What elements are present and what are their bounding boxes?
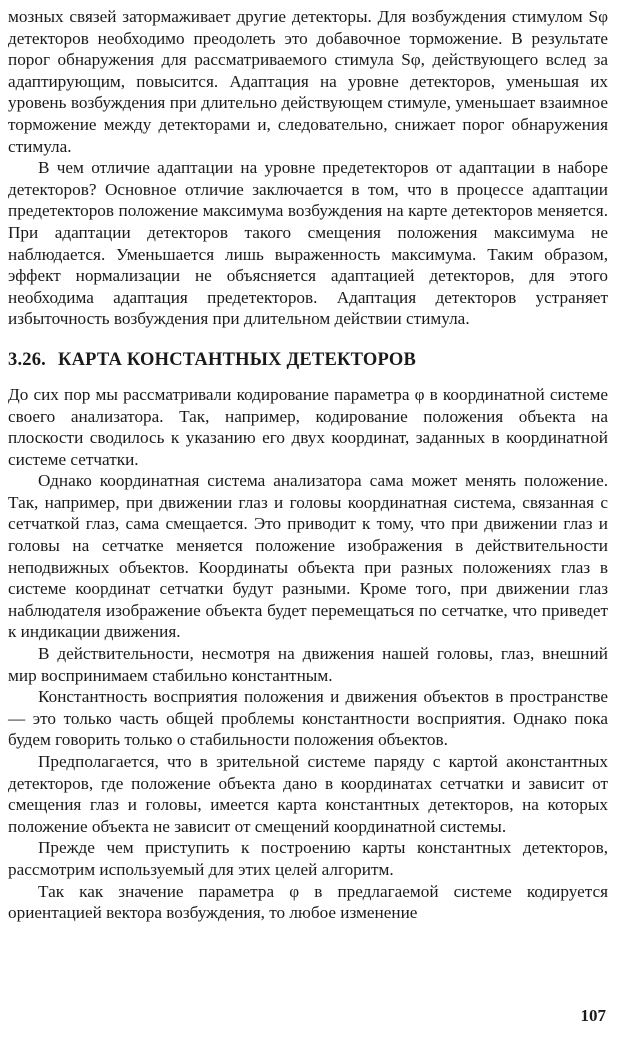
paragraph-5: В действительности, несмотря на движения нашей головы, глаз, внешний мир воспринимаем стабильно константным. xyxy=(8,644,608,685)
section-title: КАРТА КОНСТАНТНЫХ ДЕТЕКТОРОВ xyxy=(58,349,417,370)
page-number: 107 xyxy=(580,1006,606,1026)
paragraph-2: В чем отличие адаптации на уровне предетекторов от адаптации в наборе детекторов? Основное отличие заключается в том, что в процессе адаптации предетекторов положение максимума возбуждения на карте детекторов меняется. При адаптации детекторов такого смещения положения максимума не наблюдается. Уменьшается лишь выраженность максимума. Таким образом, эффект нормализации не объясняется адаптацией детекторов, для этого необходима адаптация предетекторов. Адаптация детекторов устраняет избыточность возбуждения при длительном действии стимула. xyxy=(8,158,608,329)
paragraph-9: Так как значение параметра φ в предлагаемой системе кодируется ориентацией вектора возбуждения, то любое изменение xyxy=(8,881,608,923)
paragraph-7: Предполагается, что в зрительной системе паряду с картой аконстантных детекторов, где положение объекта дано в координатах сетчатки и зависит от смещения глаз и головы, имеется карта константных детекторов, на которых положение объекта не зависит от смещений координатной системы. xyxy=(8,752,608,836)
section-heading xyxy=(8,348,608,372)
paragraph-3: До сих пор мы рассматривали кодирование параметра φ в координатной системе своего анализатора. Так, например, кодирование положения объекта на плоскости сводилось к указанию его двух координат, заданных в координатной системе сетчатки. xyxy=(8,384,608,469)
paragraph-1: мозных связей затормаживает другие детекторы. Для возбуждения стимулом Sφ детекторов необходимо преодолеть это добавочное торможение. В результате порог обнаружения для рассматриваемого стимула Sφ, действующего вслед за адаптирующим, повысится. Адаптация на уровне детекторов, уменьшая их уровень возбуждения при длительно действующем стимуле, уменьшает взаимное торможение между детекторами и, следовательно, снижает порог обнаружения стимула. xyxy=(8,7,608,156)
section-number: 3.26. xyxy=(8,349,46,370)
paragraph-4: Однако координатная система анализатора сама может менять положение. Так, например, при движении глаз и головы координатная система, связанная с сетчаткой глаз, сама смещается. Это приводит к тому, что при движении глаз и головы на сетчатке меняется положение изображения в действительности неподвижных объектов. Координаты объекта при разных положениях глаз в системе координат сетчатки будут разными. Кроме того, при движении глаз наблюдателя изображение объекта будет перемещаться по сетчатке, что приведет к индикации движения. xyxy=(8,471,608,642)
paragraph-6: Константность восприятия положения и движения объектов в пространстве — это только часть общей проблемы константности восприятия. Однако пока будем говорить только о стабильности положения объектов. xyxy=(8,687,608,750)
paragraph-8: Прежде чем приступить к построению карты константных детекторов, рассмотрим используемый для этих целей алгоритм. xyxy=(8,838,608,879)
